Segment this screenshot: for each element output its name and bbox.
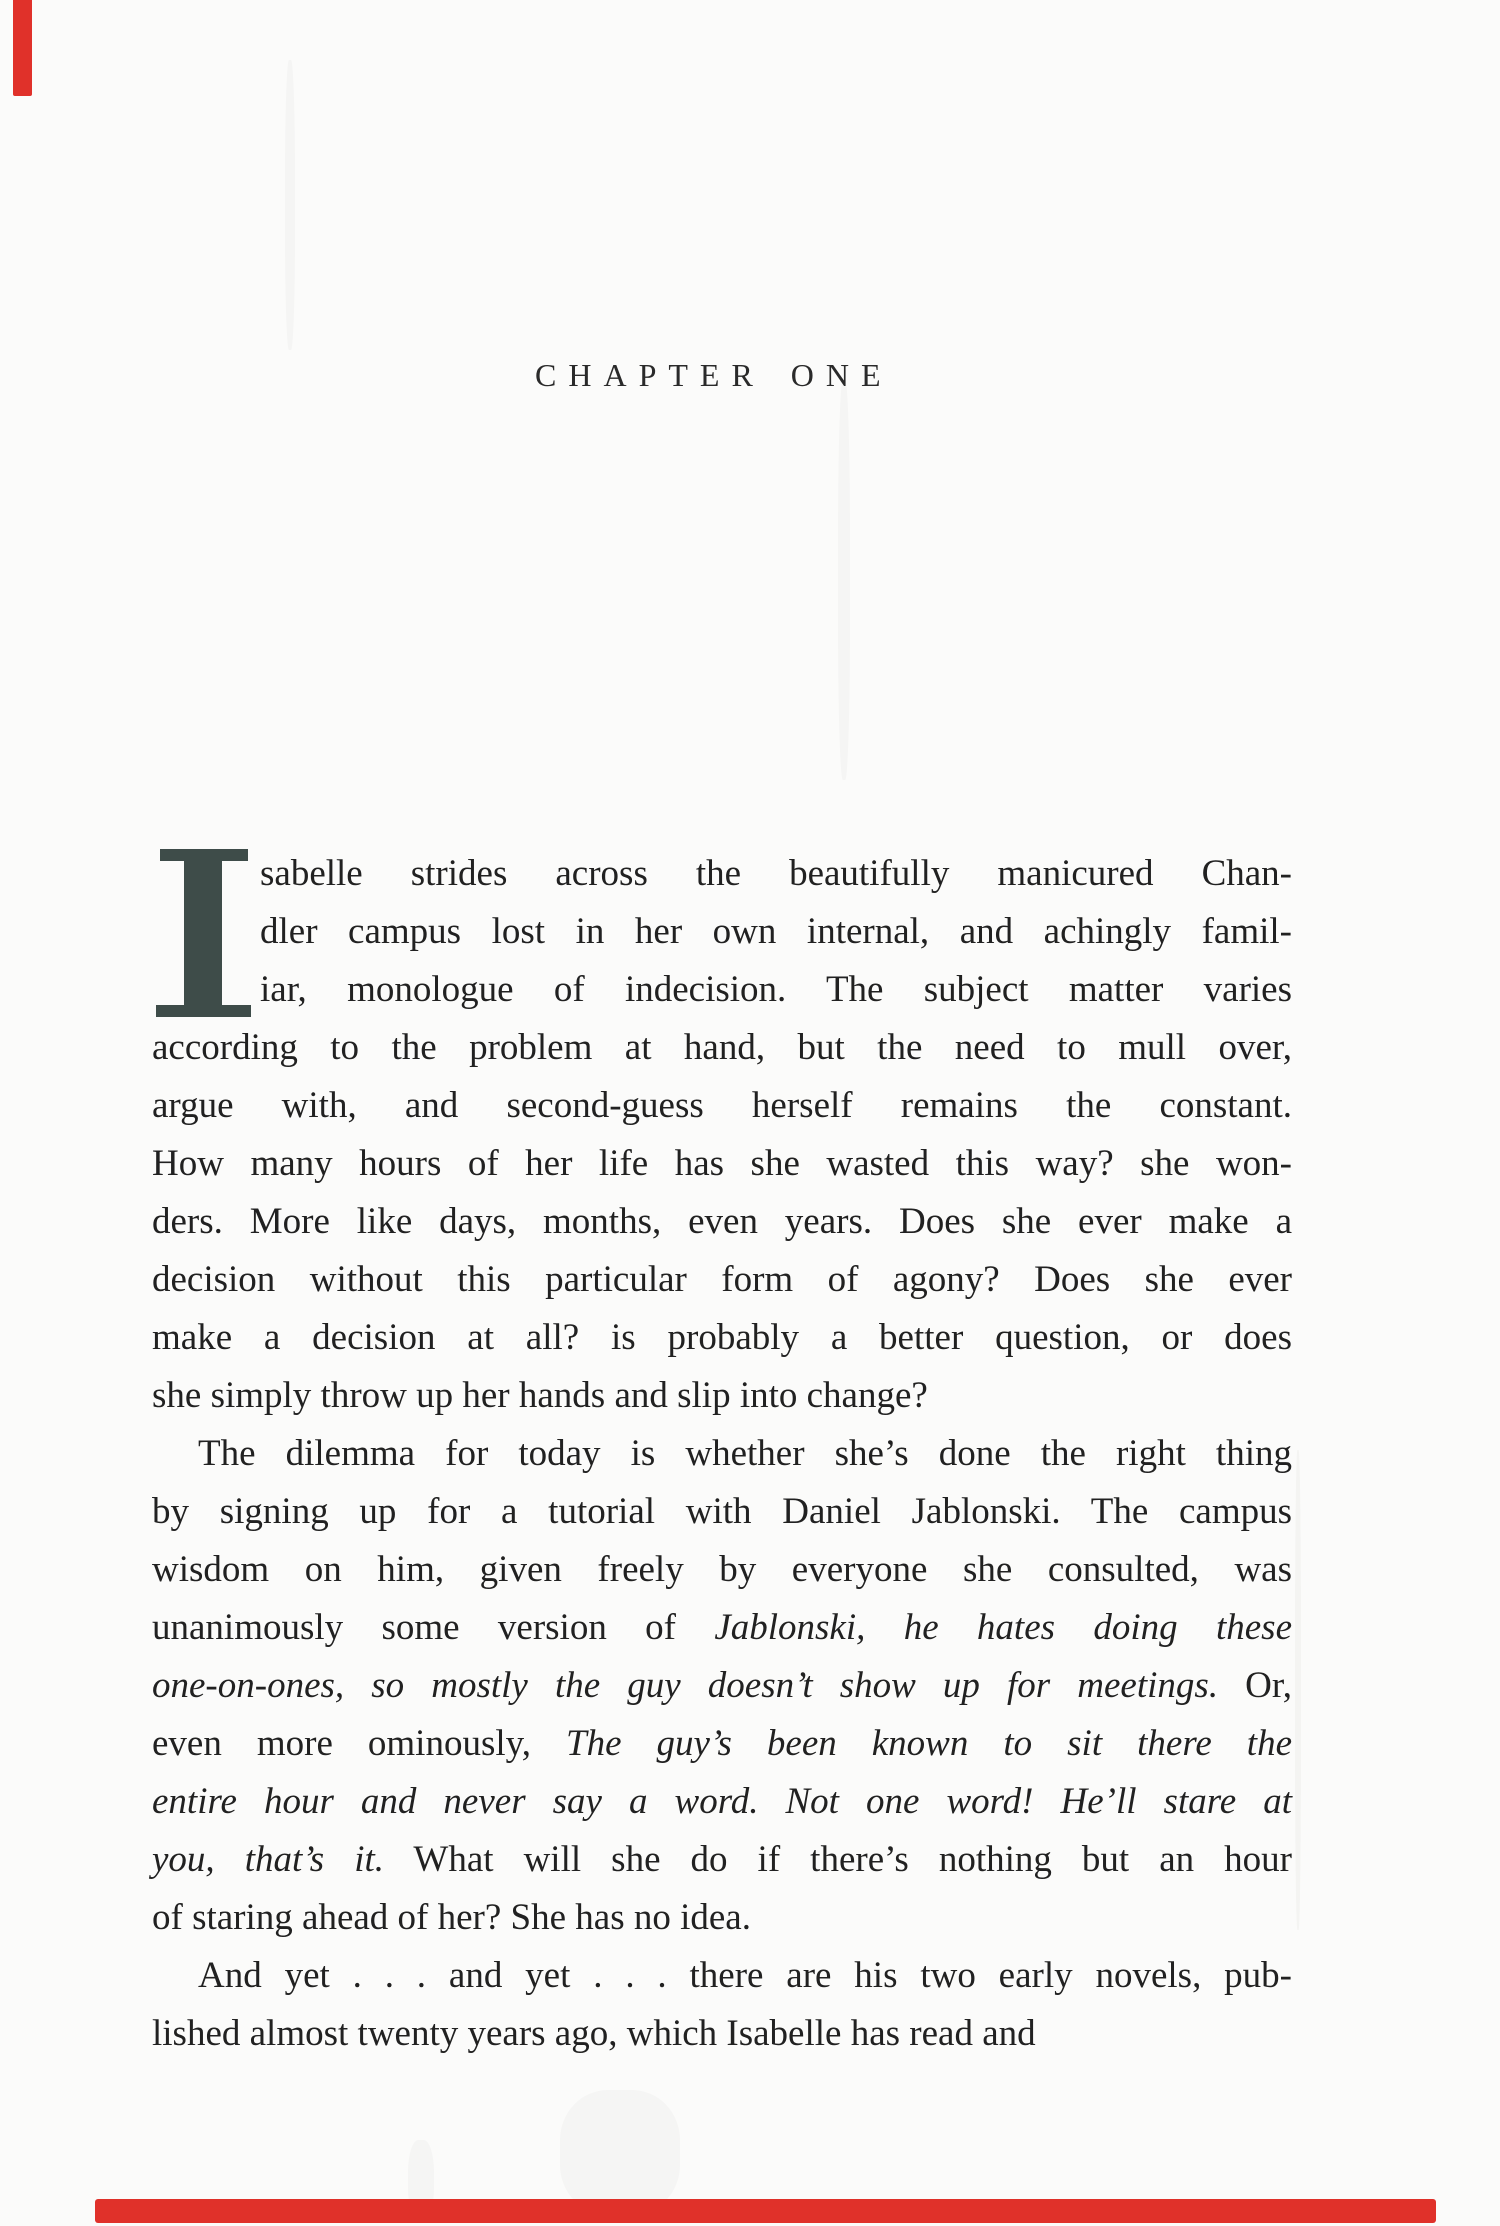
text-segment: dler campus lost in her own internal, and achingly famil- [260, 911, 1292, 952]
text-line [152, 845, 1292, 903]
text-segment: argue with, and second-guess herself remains the constant. [152, 1085, 1292, 1126]
text-line [152, 1715, 1292, 1773]
text-line [152, 1135, 1292, 1193]
text-line [152, 1367, 1292, 1425]
text-line [152, 903, 1292, 961]
scan-artifact [838, 380, 850, 780]
text-line [152, 1657, 1292, 1715]
chapter-heading [535, 359, 893, 391]
text-segment: decision without this particular form of agony? Does she ever [152, 1259, 1292, 1300]
text-segment: she simply throw up her hands and slip into change? [152, 1375, 928, 1416]
italic-text-segment: one-on-ones, so mostly the guy doesn’t show up for meetings. [152, 1665, 1219, 1706]
text-line [152, 1773, 1292, 1831]
body-text [152, 845, 1292, 2063]
italic-text-segment: entire hour and never say a word. Not one word! He’ll stare at [152, 1781, 1292, 1822]
text-segment: of staring ahead of her? She has no idea. [152, 1897, 751, 1938]
text-segment: make a decision at all? is probably a better question, or does [152, 1317, 1292, 1358]
drop-cap-glyph [0, 0, 1, 1]
italic-text-segment: you, that’s it. [152, 1839, 385, 1880]
text-segment: The dilemma for today is whether she’s done the right thing [198, 1433, 1292, 1474]
italic-text-segment: Jablonski, he hates doing these [714, 1607, 1292, 1648]
text-segment: What will she do if there’s nothing but an hour [384, 1839, 1292, 1880]
text-segment: How many hours of her life has she wasted this way? she won- [152, 1143, 1292, 1184]
text-segment: by signing up for a tutorial with Daniel Jablonski. The campus [152, 1491, 1292, 1532]
text-line [152, 1599, 1292, 1657]
scan-artifact [1295, 1450, 1301, 1930]
italic-text-segment: The guy’s been known to sit there the [566, 1723, 1292, 1764]
text-segment: ders. More like days, months, even years. Does she ever make a [152, 1201, 1292, 1242]
text-line [152, 1483, 1292, 1541]
text-segment: And yet . . . and yet . . . there are his two early novels, pub- [198, 1955, 1292, 1996]
text-line [152, 961, 1292, 1019]
text-segment: unanimously some version of [152, 1607, 715, 1648]
text-segment: even more ominously, [152, 1723, 566, 1764]
scan-artifact [285, 60, 295, 350]
scan-artifact [560, 2090, 680, 2215]
text-segment: iar, monologue of indecision. The subject matter varies [260, 969, 1292, 1010]
text-line [152, 2005, 1292, 2063]
text-line [152, 1947, 1292, 2005]
text-line [152, 1019, 1292, 1077]
text-line [152, 1831, 1292, 1889]
text-line [152, 1889, 1292, 1947]
book-cover-edge-top-left [13, 0, 32, 96]
text-line [152, 1077, 1292, 1135]
book-cover-edge-bottom [95, 2199, 1436, 2223]
text-line [152, 1425, 1292, 1483]
text-line [152, 1251, 1292, 1309]
text-segment: sabelle strides across the beautifully manicured Chan- [260, 853, 1292, 894]
text-segment: wisdom on him, given freely by everyone she consulted, was [152, 1549, 1292, 1590]
text-line [152, 1193, 1292, 1251]
text-segment: lished almost twenty years ago, which Isabelle has read and [152, 2013, 1036, 2054]
text-line [152, 1309, 1292, 1367]
text-line [152, 1541, 1292, 1599]
text-segment: according to the problem at hand, but the need to mull over, [152, 1027, 1292, 1068]
text-segment: Or, [1218, 1665, 1292, 1706]
chapter-heading-word: CHAPTER [535, 357, 765, 393]
chapter-heading-word: ONE [790, 357, 893, 393]
